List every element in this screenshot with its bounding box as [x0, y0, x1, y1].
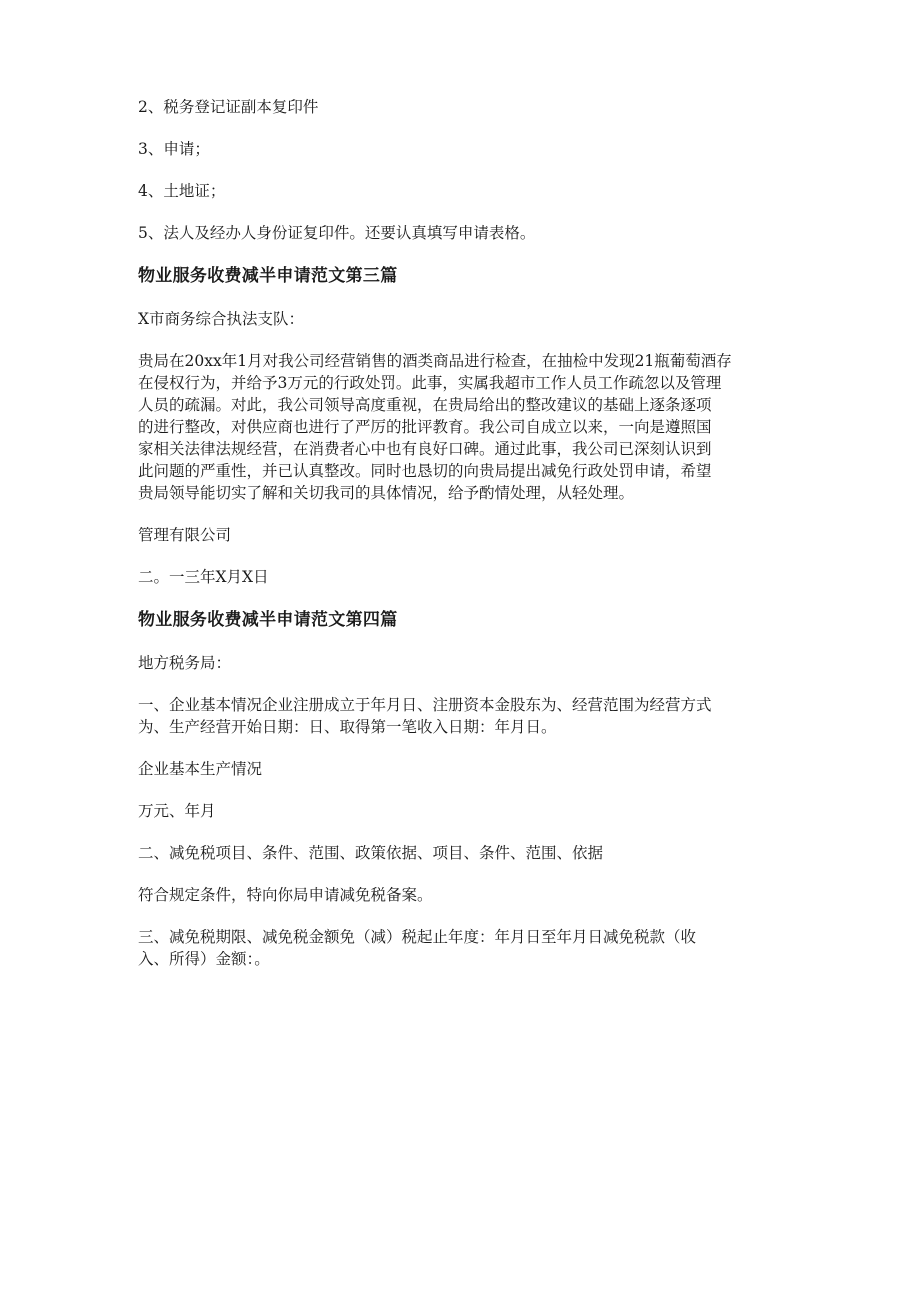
list-item-3: 3、申请；	[138, 140, 210, 158]
section3-body-line: 贵局领导能切实了解和关切我司的具体情况，给予酌情处理，从轻处理。	[138, 484, 635, 502]
document-page	[138, 96, 784, 990]
section4-paragraph-2: 企业基本生产情况	[138, 760, 263, 778]
section3-body-line: 贵局在20xx年1月对我公司经营销售的酒类商品进行检查，在抽检中发现21瓶葡萄酒存	[138, 352, 732, 370]
section4-paragraph-5: 符合规定条件，特向你局申请减免税备案。	[138, 886, 433, 904]
section3-date: 二。一三年X月X日	[138, 568, 269, 586]
section3-body-line: 此问题的严重性，并已认真整改。同时也恳切的向贵局提出减免行政处罚申请，希望	[138, 462, 712, 480]
section3-body-line: 在侵权行为，并给予3万元的行政处罚。此事，实属我超市工作人员工作疏忽以及管理	[138, 374, 722, 392]
section3-body-line: 人员的疏漏。对此，我公司领导高度重视，在贵局给出的整改建议的基础上逐条逐项	[138, 396, 712, 414]
section3-addressee: X市商务综合执法支队：	[138, 310, 305, 328]
section4-para1-line: 一、企业基本情况企业注册成立于年月日、注册资本金股东为、经营范围为经营方式	[138, 696, 712, 714]
section4-para6-line: 三、减免税期限、减免税金额免（减）税起止年度：年月日至年月日减免税款（收	[138, 928, 697, 946]
section3-body-line: 的进行整改，对供应商也进行了严厉的批评教育。我公司自成立以来，一向是遵照国	[138, 418, 712, 436]
section4-paragraph-4: 二、减免税项目、条件、范围、政策依据、项目、条件、范围、依据	[138, 844, 604, 862]
section4-paragraph-6	[138, 926, 784, 970]
list-item-4: 4、土地证；	[138, 182, 226, 200]
section4-para1-line: 为、生产经营开始日期：日、取得第一笔收入日期：年月日。	[138, 718, 557, 736]
list-item-2: 2、税务登记证副本复印件	[138, 98, 319, 116]
section4-paragraph-3: 万元、年月	[138, 802, 216, 820]
section3-body-line: 家相关法律法规经营，在消费者心中也有良好口碑。通过此事，我公司已深刻认识到	[138, 440, 712, 458]
section3-signature: 管理有限公司	[138, 526, 232, 544]
section3-body-paragraph	[138, 350, 784, 504]
section4-addressee: 地方税务局：	[138, 654, 232, 672]
section4-paragraph-1	[138, 694, 784, 738]
list-item-5: 5、法人及经办人身份证复印件。还要认真填写申请表格。	[138, 224, 536, 242]
section4-heading: 物业服务收费减半申请范文第四篇	[138, 610, 398, 630]
section4-para6-line: 入、所得）金额：。	[138, 950, 270, 968]
section3-heading: 物业服务收费减半申请范文第三篇	[138, 266, 398, 286]
